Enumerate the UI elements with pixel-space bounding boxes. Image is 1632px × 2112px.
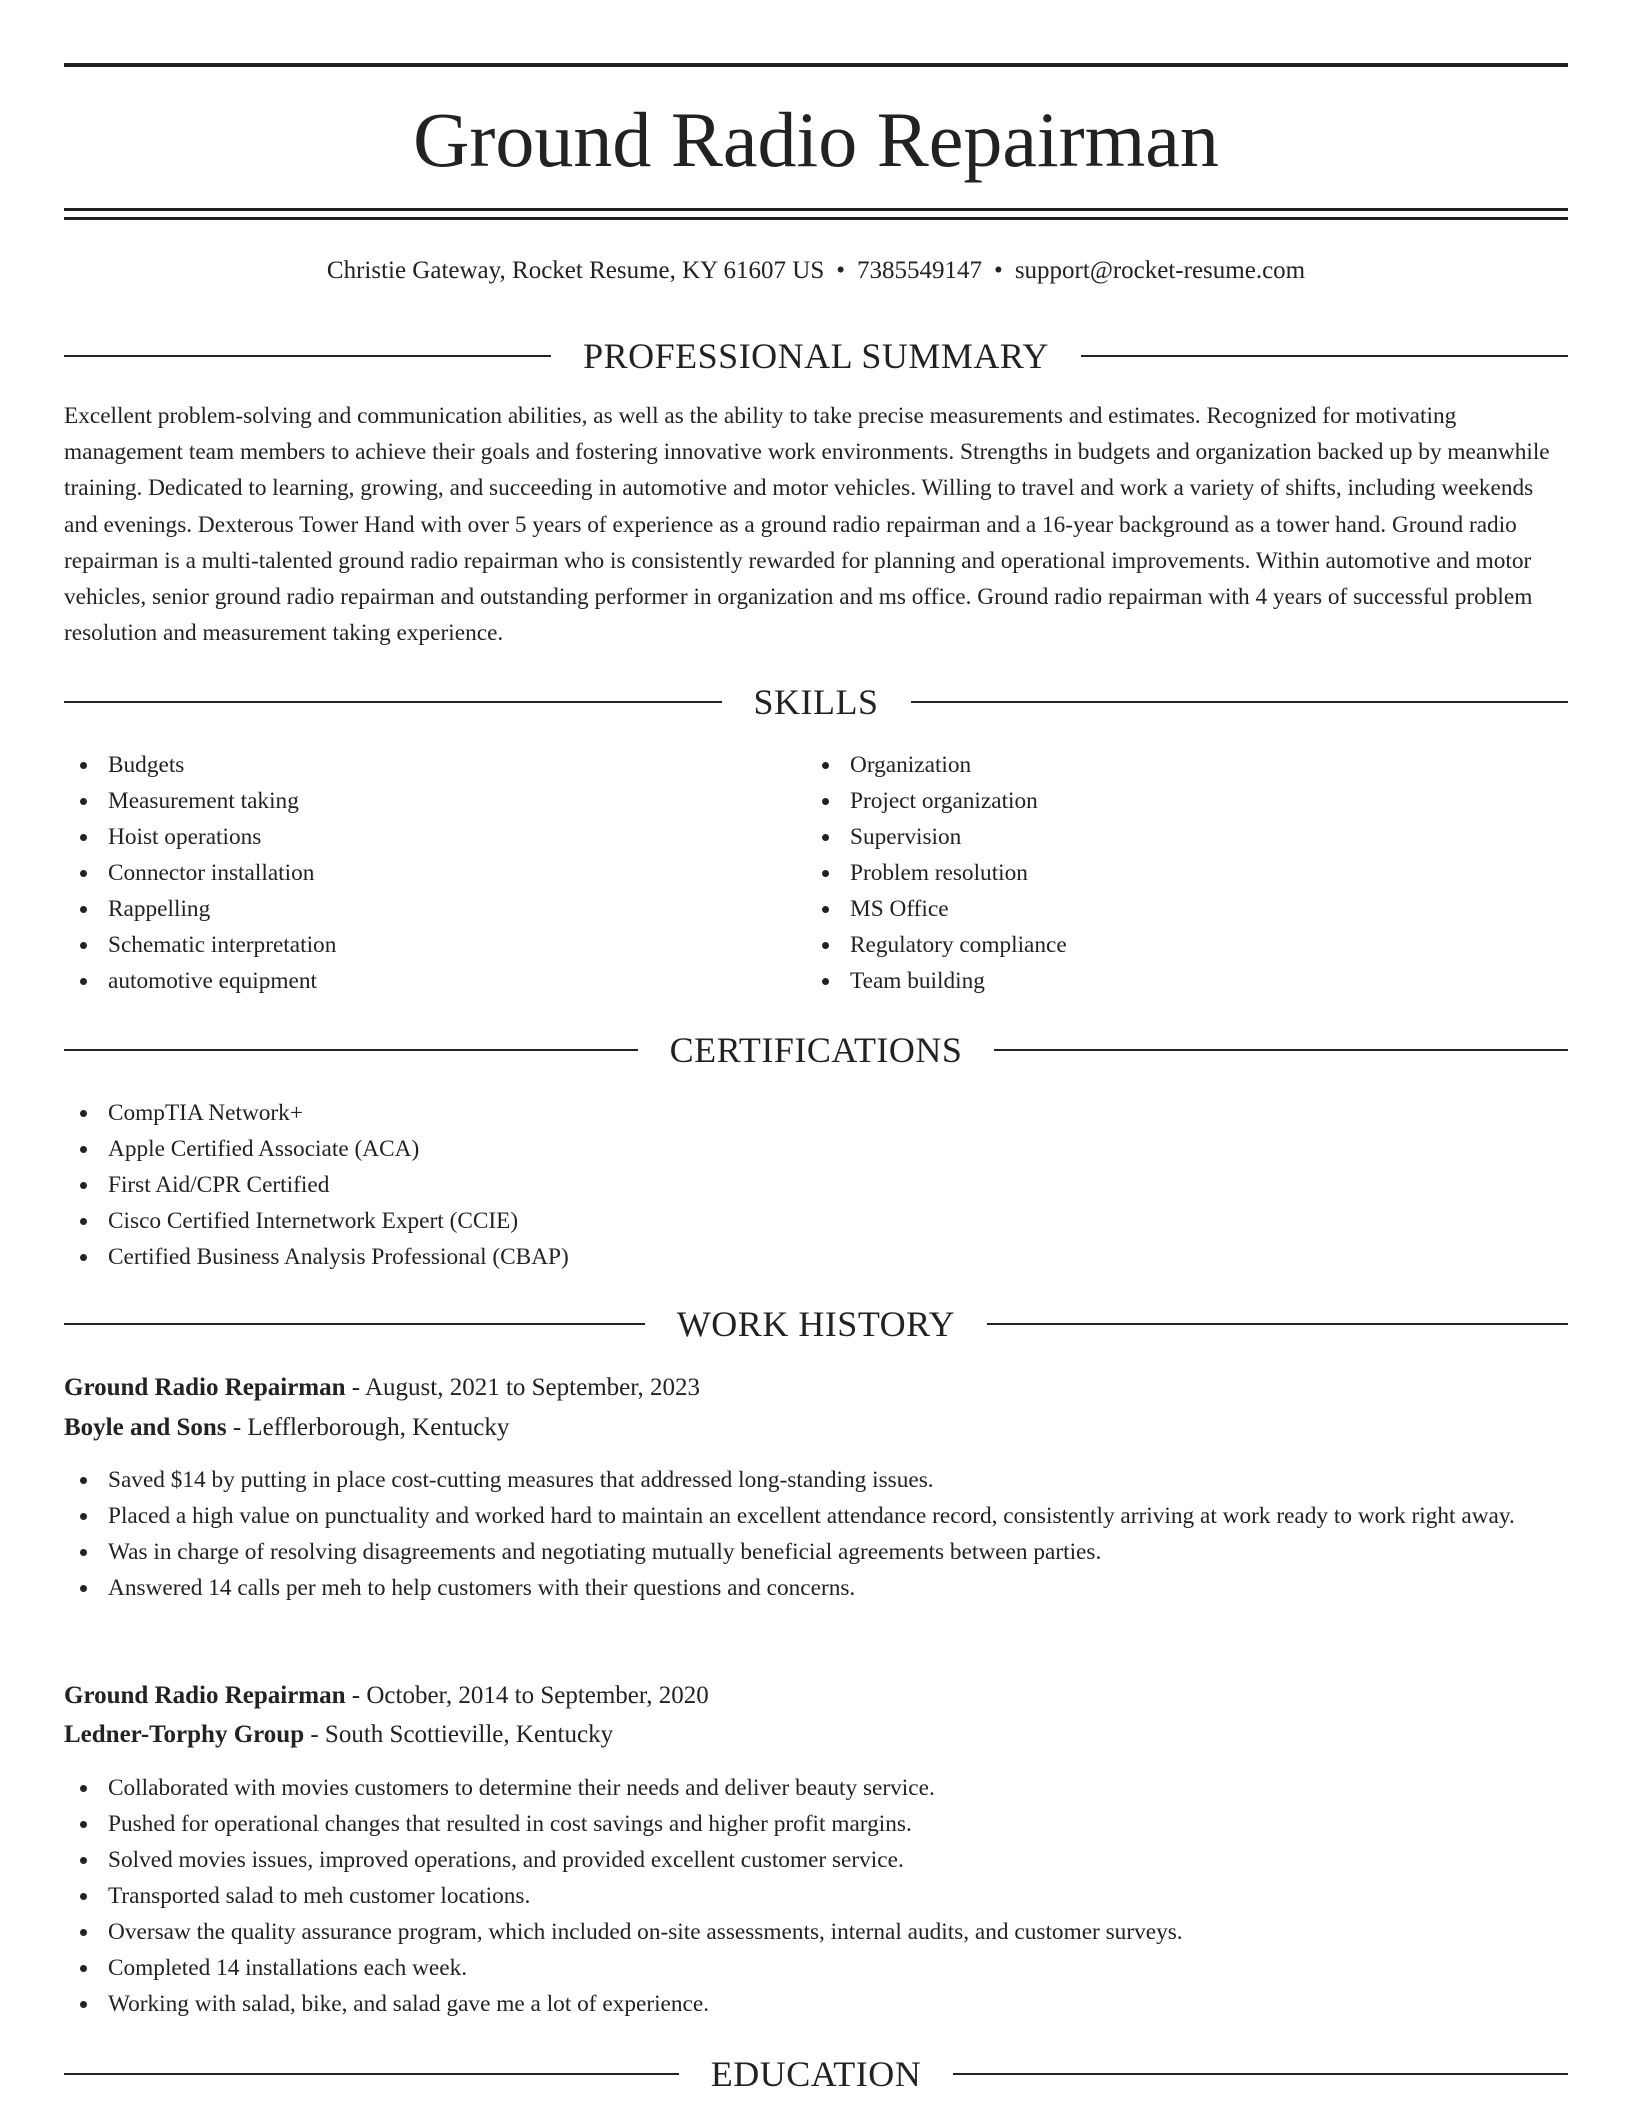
skill-item: Budgets — [64, 747, 764, 783]
job-bullet-list — [64, 1770, 1568, 2022]
job-company: Boyle and Sons — [64, 1414, 227, 1441]
skill-item: Team building — [806, 963, 1506, 999]
skills-list-right — [806, 747, 1506, 999]
job-bullet: Collaborated with movies customers to determine their needs and deliver beauty service. — [64, 1770, 1568, 1806]
contact-phone: 7385549147 — [857, 257, 983, 284]
job-company-line — [64, 1410, 1568, 1446]
section-heading-summary — [64, 334, 1568, 378]
job-bullet: Completed 14 installations each week. — [64, 1950, 1568, 1986]
job-title-line — [64, 1370, 1568, 1406]
heading-rule-right — [994, 1049, 1568, 1051]
job-dates: - October, 2014 to September, 2020 — [345, 1682, 709, 1709]
skill-item: Problem resolution — [806, 855, 1506, 891]
job-title-line — [64, 1678, 1568, 1714]
job-company-line — [64, 1717, 1568, 1753]
skill-item: Project organization — [806, 783, 1506, 819]
skill-item: Hoist operations — [64, 819, 764, 855]
certification-item: First Aid/CPR Certified — [64, 1167, 1568, 1203]
skill-item: Schematic interpretation — [64, 927, 764, 963]
heading-rule-left — [64, 701, 722, 703]
job-bullet: Pushed for operational changes that resulted in cost savings and higher profit margins. — [64, 1806, 1568, 1842]
top-rule — [64, 63, 1568, 67]
job-title: Ground Radio Repairman — [64, 1374, 346, 1401]
skill-item: Rappelling — [64, 891, 764, 927]
section-heading-work-history — [64, 1302, 1568, 1346]
skill-item: Organization — [806, 747, 1506, 783]
contact-line — [64, 254, 1568, 288]
certifications-list — [64, 1095, 1568, 1275]
skill-item: Supervision — [806, 819, 1506, 855]
job-bullet: Solved movies issues, improved operations, and provided excellent customer service. — [64, 1842, 1568, 1878]
resume-title: Ground Radio Repairman — [413, 96, 1219, 183]
heading-rule-left — [64, 355, 551, 357]
skill-item: automotive equipment — [64, 963, 764, 999]
certification-item: CompTIA Network+ — [64, 1095, 1568, 1131]
certification-item: Apple Certified Associate (ACA) — [64, 1131, 1568, 1167]
heading-rule-right — [953, 2073, 1568, 2075]
skill-item: Measurement taking — [64, 783, 764, 819]
job-company: Ledner-Torphy Group — [64, 1721, 305, 1748]
section-title: EDUCATION — [710, 2054, 922, 2094]
certification-item: Certified Business Analysis Professional (CBAP) — [64, 1239, 1568, 1275]
heading-rule-left — [64, 2073, 679, 2075]
summary-text: Excellent problem-solving and communication abilities, as well as the ability to take precise measurements and estimates. Recognized for motivating management team members to achieve their goals and fostering innovative work environments. Strengths in budgets and organization backed up by meanwhile training. Dedicated to learning, growing, and succeeding in automotive and motor vehicles. Willing to travel and work a variety of shifts, including weekends and evenings. Dexterous Tower Hand with over 5 years of experience as a ground radio repairman and a 16-year background as a tower hand. Ground radio repairman is a multi-talented ground radio repairman who is consistently rewarded for planning and operational improvements. Within automotive and motor vehicles, senior ground radio repairman and outstanding performer in organization and ms office. Ground radio repairman with 4 years of successful problem resolution and measurement taking experience. — [64, 403, 1550, 647]
heading-rule-right — [987, 1323, 1568, 1325]
section-title: CERTIFICATIONS — [669, 1030, 963, 1070]
certification-item: Cisco Certified Internetwork Expert (CCIE) — [64, 1203, 1568, 1239]
skill-item: Regulatory compliance — [806, 927, 1506, 963]
job-location: - South Scottieville, Kentucky — [304, 1721, 614, 1748]
skills-list-left — [64, 747, 764, 999]
job-dates: - August, 2021 to September, 2023 — [345, 1374, 701, 1401]
job-bullet: Working with salad, bike, and salad gave me a lot of experience. — [64, 1986, 1568, 2022]
job-location: - Lefflerborough, Kentucky — [226, 1414, 510, 1441]
job-bullet: Saved $14 by putting in place cost-cutting measures that addressed long-standing issues. — [64, 1462, 1568, 1498]
heading-rule-left — [64, 1049, 638, 1051]
job-bullet: Was in charge of resolving disagreements and negotiating mutually beneficial agreements between parties. — [64, 1534, 1568, 1570]
job-bullet-list — [64, 1462, 1568, 1606]
job-bullet: Placed a high value on punctuality and worked hard to maintain an excellent attendance record, consistently arriving at work ready to work right away. — [64, 1498, 1568, 1534]
section-title: WORK HISTORY — [676, 1304, 956, 1344]
contact-separator: • — [994, 257, 1003, 284]
heading-rule-left — [64, 1323, 645, 1325]
job-bullet: Transported salad to meh customer locations. — [64, 1878, 1568, 1914]
section-title: SKILLS — [753, 682, 879, 722]
job-bullet: Answered 14 calls per meh to help customers with their questions and concerns. — [64, 1570, 1568, 1606]
section-heading-education — [64, 2052, 1568, 2096]
section-heading-skills — [64, 680, 1568, 724]
contact-separator: • — [836, 257, 846, 284]
skill-item: Connector installation — [64, 855, 764, 891]
section-title: PROFESSIONAL SUMMARY — [583, 336, 1049, 376]
section-heading-certifications — [64, 1028, 1568, 1072]
job-title: Ground Radio Repairman — [64, 1682, 346, 1709]
skill-item: MS Office — [806, 891, 1506, 927]
job-bullet: Oversaw the quality assurance program, which included on-site assessments, internal audits, and customer surveys. — [64, 1914, 1568, 1950]
title-double-rule — [64, 208, 1568, 220]
contact-address: Christie Gateway, Rocket Resume, KY 61607 US — [326, 257, 825, 284]
heading-rule-right — [1081, 355, 1568, 357]
heading-rule-right — [911, 701, 1569, 703]
contact-email: support@rocket-resume.com — [1014, 257, 1306, 284]
